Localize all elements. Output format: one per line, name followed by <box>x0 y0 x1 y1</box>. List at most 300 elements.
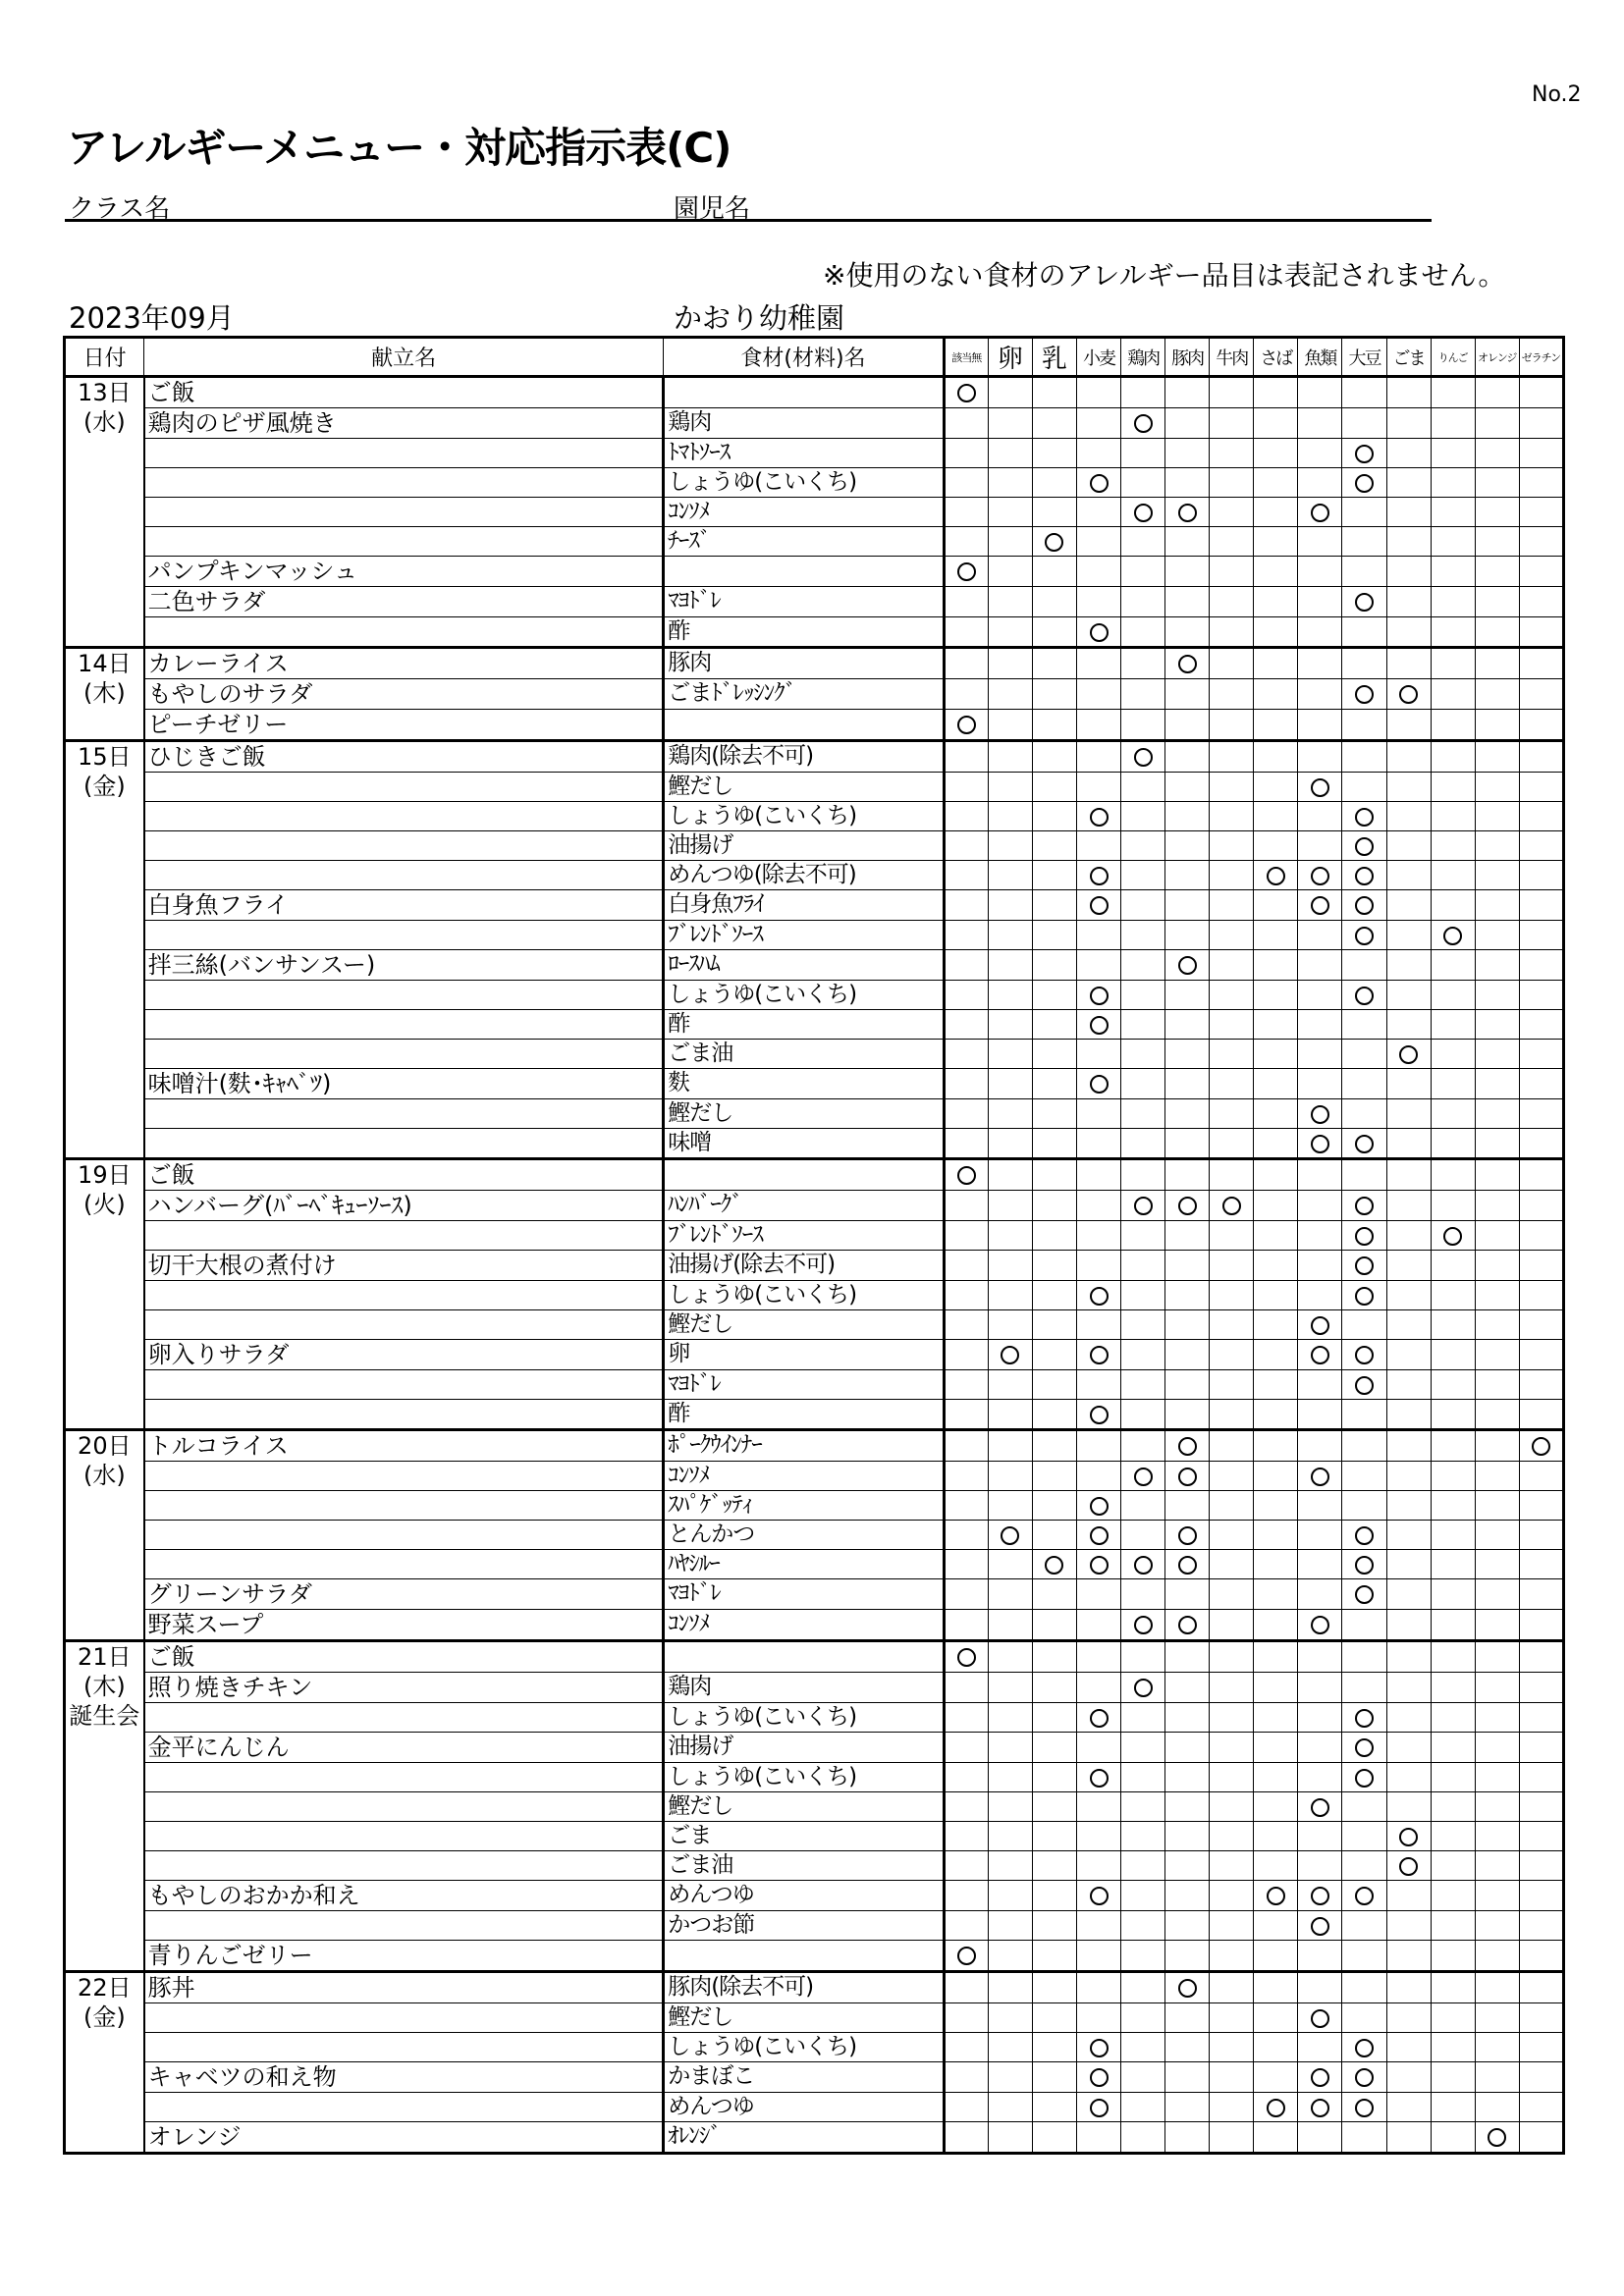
ingredient-cell: しょうゆ(こいくち) <box>664 1703 945 1733</box>
allergen-cell-orange <box>1475 1430 1519 1462</box>
allergen-cell-soy <box>1342 1911 1386 1941</box>
allergen-cell-egg <box>988 741 1032 773</box>
allergen-cell-beef <box>1210 1251 1254 1281</box>
allergen-cell-wheat <box>1076 921 1120 950</box>
allergen-cell-apple <box>1431 1281 1475 1310</box>
allergen-cell-fish <box>1298 1550 1342 1579</box>
allergen-cell-chicken <box>1121 2093 1165 2122</box>
allergen-cell-fish <box>1298 1221 1342 1251</box>
allergen-cell-none <box>944 1099 988 1129</box>
ingredient-cell: かつお節 <box>664 1911 945 1941</box>
allergen-cell-egg <box>988 1491 1032 1521</box>
menu-cell <box>144 1521 664 1550</box>
allergen-cell-pork <box>1165 1310 1210 1340</box>
allergen-cell-milk <box>1032 1462 1076 1491</box>
allergen-cell-milk <box>1032 617 1076 648</box>
day-cell <box>65 1430 144 1641</box>
allergen-cell-sesame <box>1386 1521 1431 1550</box>
allergen-cell-fish <box>1298 1159 1342 1191</box>
allergen-cell-chicken <box>1121 1641 1165 1673</box>
allergen-cell-none <box>944 1673 988 1703</box>
allergen-cell-apple <box>1431 831 1475 861</box>
allergen-cell-apple <box>1431 741 1475 773</box>
allergen-cell-mackerel <box>1254 1370 1298 1400</box>
allergen-cell-egg <box>988 468 1032 498</box>
allergen-cell-soy <box>1342 1370 1386 1400</box>
ingredient-cell: めんつゆ <box>664 2093 945 2122</box>
allergen-cell-egg <box>988 377 1032 408</box>
menu-cell: 切干大根の煮付け <box>144 1251 664 1281</box>
allergen-cell-none <box>944 802 988 831</box>
allergen-cell-gelatin <box>1519 773 1563 802</box>
ingredient-cell: ｺﾝｿﾒ <box>664 498 945 527</box>
allergen-cell-pork <box>1165 377 1210 408</box>
allergen-cell-milk <box>1032 1310 1076 1340</box>
menu-cell: ピーチゼリー <box>144 710 664 741</box>
allergen-cell-milk <box>1032 1221 1076 1251</box>
allergen-cell-fish <box>1298 1310 1342 1340</box>
allergen-cell-sesame <box>1386 2033 1431 2062</box>
allergen-cell-none <box>944 1251 988 1281</box>
day-label: 13日 <box>78 379 132 406</box>
allergen-cell-apple <box>1431 1673 1475 1703</box>
menu-cell: 鶏肉のピザ風焼き <box>144 408 664 439</box>
allergen-cell-beef <box>1210 408 1254 439</box>
allergen-cell-none <box>944 1010 988 1040</box>
allergen-cell-sesame <box>1386 648 1431 679</box>
allergen-cell-egg <box>988 1972 1032 2003</box>
allergen-cell-gelatin <box>1519 1641 1563 1673</box>
allergen-mark-icon <box>1090 867 1109 885</box>
allergen-cell-pork <box>1165 1430 1210 1462</box>
allergen-cell-orange <box>1475 468 1519 498</box>
allergen-cell-sesame <box>1386 679 1431 710</box>
allergen-cell-fish <box>1298 1191 1342 1221</box>
allergen-mark-icon <box>1178 655 1197 673</box>
allergen-cell-soy <box>1342 2062 1386 2093</box>
allergen-cell-mackerel <box>1254 1340 1298 1370</box>
allergen-cell-gelatin <box>1519 1129 1563 1159</box>
allergen-cell-milk <box>1032 2062 1076 2093</box>
allergen-cell-soy <box>1342 981 1386 1010</box>
allergen-cell-wheat <box>1076 1430 1120 1462</box>
allergen-cell-sesame <box>1386 1430 1431 1462</box>
allergen-cell-milk <box>1032 1550 1076 1579</box>
ingredient-cell: ｺﾝｿﾒ <box>664 1610 945 1641</box>
ingredient-cell: ﾊﾔｼﾙｰ <box>664 1550 945 1579</box>
allergen-cell-pork <box>1165 439 1210 468</box>
allergen-mark-icon <box>1399 1045 1418 1064</box>
ingredient-cell: ﾎﾟｰｸｳｲﾝﾅｰ <box>664 1430 945 1462</box>
day-cell <box>65 1641 144 1972</box>
allergen-cell-egg <box>988 802 1032 831</box>
allergen-cell-none <box>944 408 988 439</box>
allergen-cell-milk <box>1032 468 1076 498</box>
menu-cell: ひじきご飯 <box>144 741 664 773</box>
allergen-cell-soy <box>1342 648 1386 679</box>
allergen-cell-gelatin <box>1519 1881 1563 1911</box>
allergen-mark-icon <box>1311 778 1329 797</box>
allergen-cell-orange <box>1475 617 1519 648</box>
allergen-cell-chicken <box>1121 648 1165 679</box>
allergen-cell-milk <box>1032 439 1076 468</box>
allergen-cell-fish <box>1298 1040 1342 1069</box>
table-row <box>65 1129 1564 1159</box>
allergen-cell-egg <box>988 1159 1032 1191</box>
allergen-cell-apple <box>1431 1521 1475 1550</box>
allergen-cell-soy <box>1342 1491 1386 1521</box>
allergen-cell-gelatin <box>1519 648 1563 679</box>
allergen-cell-none <box>944 1703 988 1733</box>
allergen-cell-fish <box>1298 617 1342 648</box>
allergen-cell-egg <box>988 498 1032 527</box>
allergen-mark-icon <box>1355 1135 1374 1153</box>
allergen-cell-none <box>944 981 988 1010</box>
allergen-cell-fish <box>1298 1610 1342 1641</box>
allergen-cell-beef <box>1210 921 1254 950</box>
allergen-cell-gelatin <box>1519 1281 1563 1310</box>
allergen-mark-icon <box>1311 1346 1329 1364</box>
allergen-mark-icon <box>1178 504 1197 522</box>
allergen-cell-gelatin <box>1519 1040 1563 1069</box>
allergen-mark-icon <box>1355 1709 1374 1728</box>
weekday-label: (金) <box>82 2003 126 2031</box>
allergen-cell-apple <box>1431 2033 1475 2062</box>
allergen-cell-mackerel <box>1254 1673 1298 1703</box>
allergen-cell-mackerel <box>1254 1641 1298 1673</box>
allergen-cell-fish <box>1298 1579 1342 1610</box>
allergen-cell-none <box>944 1610 988 1641</box>
allergen-cell-chicken <box>1121 679 1165 710</box>
allergen-cell-gelatin <box>1519 1673 1563 1703</box>
menu-cell: パンプキンマッシュ <box>144 557 664 587</box>
day-cell <box>65 741 144 1159</box>
allergen-cell-sesame <box>1386 2003 1431 2033</box>
allergen-cell-mackerel <box>1254 1822 1298 1851</box>
allergen-cell-gelatin <box>1519 557 1563 587</box>
allergen-cell-soy <box>1342 408 1386 439</box>
allergen-cell-apple <box>1431 1191 1475 1221</box>
allergen-cell-apple <box>1431 1370 1475 1400</box>
allergen-cell-beef <box>1210 1881 1254 1911</box>
allergen-cell-mackerel <box>1254 831 1298 861</box>
allergen-cell-soy <box>1342 1703 1386 1733</box>
allergen-cell-orange <box>1475 773 1519 802</box>
allergen-cell-orange <box>1475 1221 1519 1251</box>
allergen-mark-icon <box>1178 1556 1197 1575</box>
ingredient-cell: ﾄﾏﾄｿｰｽ <box>664 439 945 468</box>
header-menu: 献立名 <box>144 338 664 377</box>
allergen-cell-none <box>944 831 988 861</box>
allergen-cell-mackerel <box>1254 1430 1298 1462</box>
ingredient-cell: 鶏肉 <box>664 1673 945 1703</box>
allergen-mark-icon <box>1355 837 1374 856</box>
allergen-cell-mackerel <box>1254 2093 1298 2122</box>
allergen-cell-soy <box>1342 1733 1386 1763</box>
allergen-mark-icon <box>1355 1526 1374 1545</box>
allergen-cell-apple <box>1431 802 1475 831</box>
allergen-cell-wheat <box>1076 2062 1120 2093</box>
allergen-cell-mackerel <box>1254 1941 1298 1972</box>
table-row <box>65 950 1564 981</box>
menu-cell: 卵入りサラダ <box>144 1340 664 1370</box>
allergen-cell-beef <box>1210 1221 1254 1251</box>
allergen-cell-orange <box>1475 439 1519 468</box>
allergen-cell-orange <box>1475 1040 1519 1069</box>
menu-cell: 拌三絲(バンサンスー) <box>144 950 664 981</box>
allergen-mark-icon <box>1090 1346 1109 1364</box>
allergen-cell-wheat <box>1076 710 1120 741</box>
allergen-cell-none <box>944 2033 988 2062</box>
table-row <box>65 408 1564 439</box>
allergen-cell-sesame <box>1386 498 1431 527</box>
allergen-cell-beef <box>1210 1370 1254 1400</box>
allergen-cell-egg <box>988 1370 1032 1400</box>
allergen-cell-apple <box>1431 679 1475 710</box>
allergen-mark-icon <box>1222 1197 1241 1215</box>
allergen-cell-none <box>944 1040 988 1069</box>
allergen-cell-mackerel <box>1254 1972 1298 2003</box>
allergen-mark-icon <box>1311 1105 1329 1124</box>
allergen-cell-gelatin <box>1519 679 1563 710</box>
allergen-cell-mackerel <box>1254 1491 1298 1521</box>
table-row <box>65 890 1564 921</box>
menu-cell <box>144 1099 664 1129</box>
allergen-cell-pork <box>1165 557 1210 587</box>
allergen-cell-chicken <box>1121 1069 1165 1099</box>
allergen-cell-mackerel <box>1254 1251 1298 1281</box>
allergen-cell-beef <box>1210 1610 1254 1641</box>
allergen-cell-mackerel <box>1254 773 1298 802</box>
ingredient-cell: 油揚げ(除去不可) <box>664 1251 945 1281</box>
allergen-cell-gelatin <box>1519 1491 1563 1521</box>
allergen-cell-wheat <box>1076 981 1120 1010</box>
allergen-cell-none <box>944 950 988 981</box>
allergen-mark-icon <box>1090 1287 1109 1306</box>
allergen-cell-gelatin <box>1519 1099 1563 1129</box>
allergen-cell-soy <box>1342 802 1386 831</box>
allergen-cell-fish <box>1298 1673 1342 1703</box>
allergen-cell-mackerel <box>1254 377 1298 408</box>
allergen-cell-gelatin <box>1519 2093 1563 2122</box>
allergen-mark-icon <box>1134 1556 1153 1575</box>
allergen-cell-milk <box>1032 2003 1076 2033</box>
table-body <box>65 377 1564 2154</box>
month-label: 2023年09月 <box>69 301 235 335</box>
allergen-cell-apple <box>1431 1010 1475 1040</box>
allergen-cell-fish <box>1298 648 1342 679</box>
allergen-cell-pork <box>1165 1069 1210 1099</box>
allergen-cell-beef <box>1210 527 1254 557</box>
allergen-mark-icon <box>1355 1769 1374 1788</box>
allergen-cell-gelatin <box>1519 802 1563 831</box>
allergen-mark-icon <box>1134 1616 1153 1634</box>
allergen-cell-soy <box>1342 2122 1386 2154</box>
allergen-cell-beef <box>1210 1340 1254 1370</box>
allergen-cell-gelatin <box>1519 710 1563 741</box>
allergen-cell-beef <box>1210 1792 1254 1822</box>
allergen-cell-pork <box>1165 981 1210 1010</box>
allergen-mark-icon <box>1090 1406 1109 1424</box>
allergen-cell-egg <box>988 1191 1032 1221</box>
allergen-cell-beef <box>1210 1851 1254 1881</box>
allergen-cell-milk <box>1032 1763 1076 1792</box>
menu-cell: 青りんごゼリー <box>144 1941 664 1972</box>
allergen-cell-wheat <box>1076 468 1120 498</box>
allergen-mark-icon <box>1134 1679 1153 1697</box>
table-row <box>65 1010 1564 1040</box>
allergen-cell-chicken <box>1121 802 1165 831</box>
allergen-mark-icon <box>1355 593 1374 612</box>
menu-cell: 二色サラダ <box>144 587 664 617</box>
allergen-mark-icon <box>1311 2009 1329 2028</box>
allergen-cell-soy <box>1342 439 1386 468</box>
allergen-cell-orange <box>1475 1792 1519 1822</box>
allergen-cell-apple <box>1431 890 1475 921</box>
allergen-mark-icon <box>1443 927 1462 945</box>
menu-cell <box>144 1370 664 1400</box>
allergen-cell-fish <box>1298 1881 1342 1911</box>
allergen-cell-orange <box>1475 1641 1519 1673</box>
allergen-cell-pork <box>1165 2122 1210 2154</box>
allergen-cell-orange <box>1475 1251 1519 1281</box>
menu-cell <box>144 1310 664 1340</box>
allergen-cell-wheat <box>1076 1881 1120 1911</box>
allergen-cell-wheat <box>1076 890 1120 921</box>
allergen-cell-wheat <box>1076 1610 1120 1641</box>
allergen-cell-pork <box>1165 1191 1210 1221</box>
allergen-cell-mackerel <box>1254 1703 1298 1733</box>
ingredient-cell: 鰹だし <box>664 1792 945 1822</box>
ingredient-cell: 油揚げ <box>664 831 945 861</box>
allergen-mark-icon <box>1090 896 1109 915</box>
allergen-cell-none <box>944 1221 988 1251</box>
allergen-cell-milk <box>1032 1159 1076 1191</box>
allergen-cell-sesame <box>1386 921 1431 950</box>
allergen-cell-pork <box>1165 1673 1210 1703</box>
day-label: 22日 <box>78 1974 132 2002</box>
allergen-cell-mackerel <box>1254 1763 1298 1792</box>
day-cell <box>65 377 144 648</box>
table-row <box>65 1550 1564 1579</box>
allergen-cell-gelatin <box>1519 921 1563 950</box>
allergen-cell-chicken <box>1121 1550 1165 1579</box>
allergen-cell-none <box>944 710 988 741</box>
ingredient-cell: 鰹だし <box>664 773 945 802</box>
allergen-cell-soy <box>1342 1159 1386 1191</box>
allergen-cell-wheat <box>1076 1851 1120 1881</box>
allergen-cell-pork <box>1165 1462 1210 1491</box>
allergen-mark-icon <box>1355 1197 1374 1215</box>
allergen-cell-pork <box>1165 1281 1210 1310</box>
allergen-mark-icon <box>1311 1887 1329 1905</box>
allergen-cell-fish <box>1298 2122 1342 2154</box>
allergen-cell-sesame <box>1386 1911 1431 1941</box>
allergen-mark-icon <box>1267 867 1285 885</box>
allergen-cell-soy <box>1342 1251 1386 1281</box>
allergen-cell-apple <box>1431 2093 1475 2122</box>
allergen-cell-orange <box>1475 408 1519 439</box>
allergen-cell-beef <box>1210 439 1254 468</box>
allergen-cell-orange <box>1475 648 1519 679</box>
allergen-cell-orange <box>1475 1851 1519 1881</box>
allergen-mark-icon <box>1311 1616 1329 1634</box>
allergen-cell-gelatin <box>1519 1010 1563 1040</box>
allergen-cell-apple <box>1431 2062 1475 2093</box>
weekday-label: (水) <box>82 1462 126 1489</box>
allergen-cell-chicken <box>1121 1941 1165 1972</box>
table-row <box>65 1462 1564 1491</box>
allergen-mark-icon <box>1090 1887 1109 1905</box>
menu-cell <box>144 617 664 648</box>
allergen-cell-mackerel <box>1254 2122 1298 2154</box>
allergen-cell-soy <box>1342 1462 1386 1491</box>
allergen-cell-apple <box>1431 1462 1475 1491</box>
allergen-cell-chicken <box>1121 831 1165 861</box>
allergen-cell-wheat <box>1076 1221 1120 1251</box>
allergen-cell-gelatin <box>1519 1069 1563 1099</box>
allergen-cell-mackerel <box>1254 2033 1298 2062</box>
allergen-cell-beef <box>1210 1579 1254 1610</box>
allergen-cell-beef <box>1210 2122 1254 2154</box>
allergen-cell-chicken <box>1121 710 1165 741</box>
header-allergen-sesame: ごま <box>1386 338 1431 377</box>
allergen-cell-gelatin <box>1519 527 1563 557</box>
allergen-cell-apple <box>1431 648 1475 679</box>
allergen-cell-pork <box>1165 1010 1210 1040</box>
name-underline <box>65 219 1432 222</box>
ingredient-cell: 鶏肉 <box>664 408 945 439</box>
menu-cell <box>144 2093 664 2122</box>
allergen-cell-gelatin <box>1519 1400 1563 1430</box>
allergen-cell-soy <box>1342 1099 1386 1129</box>
allergen-cell-sesame <box>1386 1129 1431 1159</box>
ingredient-cell: ﾌﾞﾚﾝﾄﾞｿｰｽ <box>664 921 945 950</box>
allergen-cell-apple <box>1431 498 1475 527</box>
allergen-cell-orange <box>1475 831 1519 861</box>
allergen-cell-mackerel <box>1254 1521 1298 1550</box>
allergen-cell-mackerel <box>1254 1099 1298 1129</box>
allergen-cell-fish <box>1298 2033 1342 2062</box>
allergen-cell-none <box>944 1521 988 1550</box>
allergen-mark-icon <box>1311 1316 1329 1335</box>
allergen-cell-soy <box>1342 2003 1386 2033</box>
ingredient-cell: かまぼこ <box>664 2062 945 2093</box>
allergen-cell-mackerel <box>1254 1792 1298 1822</box>
allergen-cell-chicken <box>1121 1310 1165 1340</box>
allergen-cell-sesame <box>1386 1579 1431 1610</box>
menu-cell <box>144 1703 664 1733</box>
menu-cell <box>144 861 664 890</box>
allergen-cell-milk <box>1032 1972 1076 2003</box>
allergen-cell-milk <box>1032 710 1076 741</box>
allergen-cell-milk <box>1032 1610 1076 1641</box>
allergen-cell-gelatin <box>1519 1911 1563 1941</box>
allergen-cell-orange <box>1475 1340 1519 1370</box>
allergen-cell-sesame <box>1386 1610 1431 1641</box>
allergen-cell-egg <box>988 1941 1032 1972</box>
menu-cell <box>144 802 664 831</box>
allergen-cell-gelatin <box>1519 587 1563 617</box>
header-allergen-fish: 魚類 <box>1298 338 1342 377</box>
allergen-cell-orange <box>1475 1491 1519 1521</box>
allergen-mark-icon <box>1178 1197 1197 1215</box>
allergen-cell-apple <box>1431 1763 1475 1792</box>
allergen-cell-none <box>944 1851 988 1881</box>
allergen-cell-soy <box>1342 773 1386 802</box>
allergen-cell-fish <box>1298 1010 1342 1040</box>
allergen-cell-orange <box>1475 557 1519 587</box>
